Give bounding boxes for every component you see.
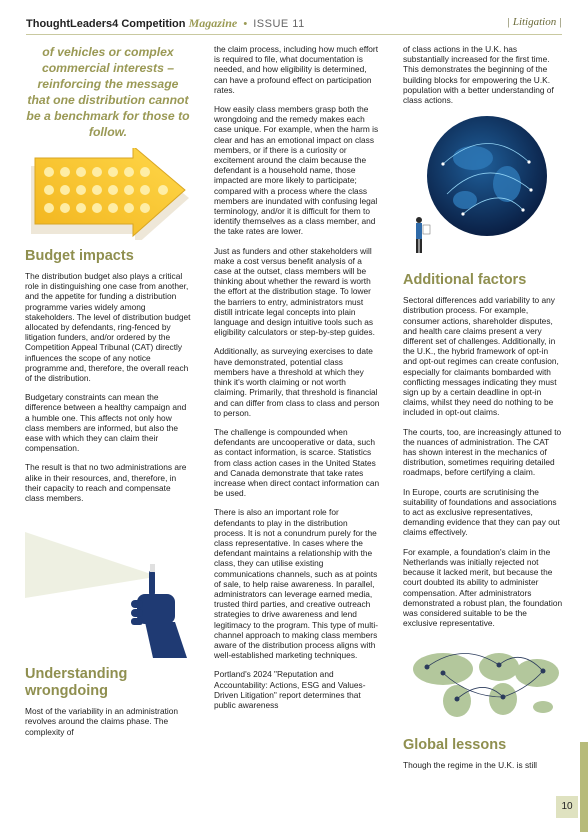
paragraph: Portland's 2024 "Reputation and Accountability: Actions, ESG and Values-Driven Litigation" report determines that public awareness	[214, 669, 366, 710]
paragraph: There is also an important role for defendants to play in the distribution process. It is not a conundrum purely for the class representative. In cases where the defendant maintains a relationship with the class, they can utilise existing communications channels, such as at points of sale, to help raise awareness. In parallel, administrators can leverage earned media, trusted third parties, and creative outreach strategies to drive awareness and lend legitimacy to the program. This type of multi-channel approach to making class members aware of the distribution process aligns with well-established marketing techniques.	[214, 507, 379, 661]
globe-illustration	[403, 114, 563, 264]
paragraph: For example, a foundation's claim in the Netherlands was initially rejected not because it lacked merit, but because the court doubted its ability to administer compensation. After administrators demonstrated a robust plan, the foundation was considered suitable to be the exclusive representative.	[403, 546, 563, 629]
paragraph: The challenge is compounded when defendants are uncooperative or data, such as contact information, is scarce. Statistics from class action cases in the United States and Canada demonstrate that take rates increase when direct contact information can be used.	[214, 426, 380, 499]
page-header	[26, 16, 562, 32]
header-magazine: Magazine	[188, 16, 238, 30]
paragraph: Sectoral differences add variability to any distribution process. For example, consumer actions, shareholder disputes, and health care claims present a very different set of challenges. Additionally, in the U.K., the hybrid framework of opt-in and opt-out regimes can create confusion, especially for claimants bombarded with conflicting messages indicating they must sign up by a certain deadline in opt-in claims, whilst they need do nothing to be included in opt-out claims.	[403, 295, 559, 418]
column-left	[25, 44, 191, 746]
section-heading-global-lessons: Global lessons	[403, 737, 507, 754]
section-heading-understanding-wrongdoing: Understanding wrongdoing	[25, 666, 128, 700]
paragraph: The distribution budget also plays a critical role in distinguishing one case from another, and the appetite for funding a distribution programme varies widely among stakeholders. The level of distribution budget allocated by defendants, ring-fenced by litigation funders, and/or ordered by the Competition Appeal Tribunal (CAT) directly influences the scope of any notice programme and, therefore, the overall reach of the distribution.	[25, 271, 191, 384]
paragraph: How easily class members grasp both the wrongdoing and the remedy makes each case unique. For example, when the harm is clear and has an emotional impact on class members, or if there is a curiosity or excitement around the claim because the defendant is a household name, those impacted are more likely to participate; compared with a process where the class members are inundated with confusing legal terminology, and/or it is difficult for them to identify themselves as a class member, and the take rates are lower.	[214, 104, 379, 237]
header-bullet: •	[243, 18, 248, 30]
paragraph: The courts, too, are increasingly attuned to the nuances of administration. The CAT has shown interest in the mechanics of distribution, sometimes requiring detailed roadmaps, before certifying a claim.	[403, 426, 562, 478]
header-brand: ThoughtLeaders4 Competition	[26, 18, 186, 30]
paragraph: The result is that no two administrations are alike in their resources, and, therefore, in their capacity to reach and compensate class members.	[25, 462, 187, 504]
paragraph: Just as funders and other stakeholders will make a cost versus benefit analysis of a case at the outset, class members will be thinking about whether the reward is worth the effort at the distribution stage. To lower the barriers to entry, administrators must distill intricate legal concepts into plain language and design intuitive tools such as eligibility calculators or step-by-step guides.	[214, 245, 375, 338]
paragraph: In Europe, courts are scrutinising the suitability of foundations and associations to act as exclusive representatives, demanding evidence that they can pay out claims effectively.	[403, 486, 560, 538]
paragraph: of class actions in the U.K. has substantially increased for the first time. This demonstrates the beginning of the building blocks for empowering the U.K. population with a better understanding of class actions.	[403, 44, 554, 106]
page-edge-bar	[580, 742, 588, 832]
paragraph: Budgetary constraints can mean the difference between a healthy campaign and a humble one. This affects not only how class members are informed, but also the ease with which they can claim their compensation.	[25, 392, 187, 454]
header-issue: ISSUE 11	[253, 18, 305, 30]
paragraph: Though the regime in the U.K. is still	[403, 760, 538, 771]
paragraph: Most of the variability in an administration revolves around the claims phase. The complexity of	[25, 706, 179, 737]
column-middle	[214, 44, 380, 719]
section-heading-additional-factors: Additional factors	[403, 272, 527, 289]
header-divider	[26, 34, 562, 35]
column-right	[403, 44, 563, 780]
section-heading-budget-impacts: Budget impacts	[25, 248, 134, 264]
paragraph: Additionally, as surveying exercises to date have demonstrated, potential class members have a threshold at which they think it's worth claiming or not worth claiming. Primarily, that threshold is financial and can differ from class to class and person to person.	[214, 346, 380, 418]
paragraph: the claim process, including how much effort is required to file, what documentation is needed, and how eligibility is determined, can have a profound effect on participation rates.	[214, 44, 379, 95]
page-number: 10	[556, 796, 578, 818]
header-section: | Litigation |	[507, 16, 562, 28]
pull-quote: of vehicles or complex commercial interests – reinforcing the message that one distribution cannot be a benchmark for those to follow.	[26, 45, 190, 139]
hand-spotlight-illustration	[25, 512, 191, 658]
arrow-illustration	[25, 148, 191, 240]
network-map-illustration	[403, 637, 563, 729]
